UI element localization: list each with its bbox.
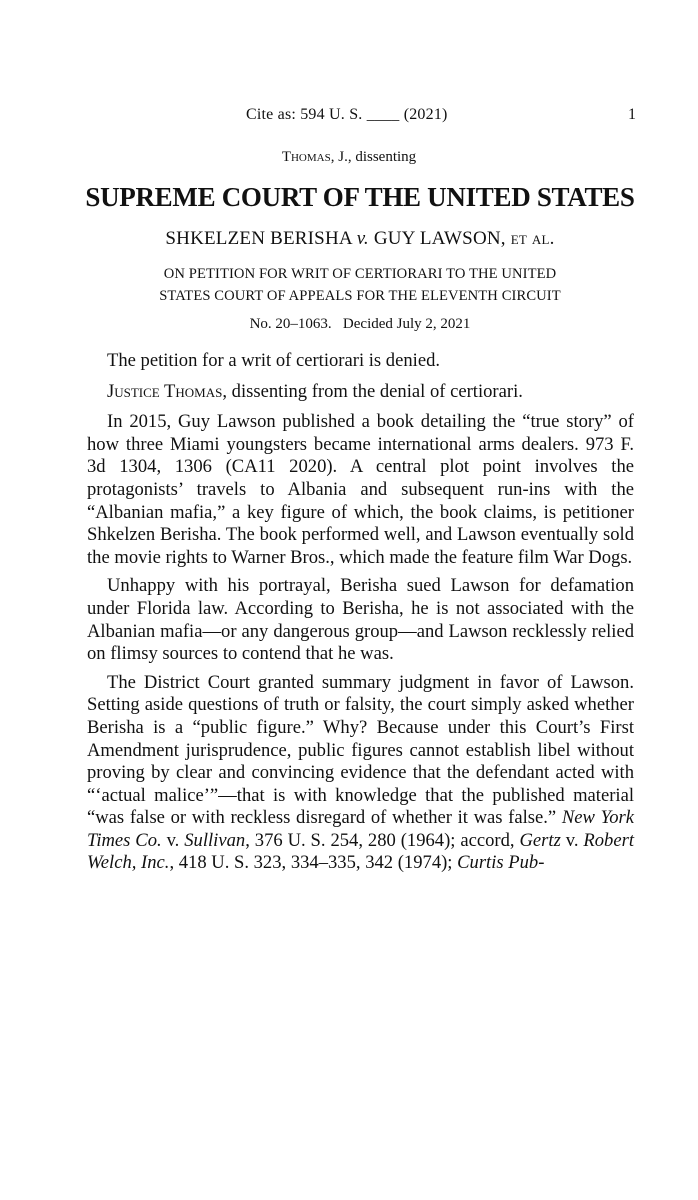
dissent-justice-name: Justice Thomas	[107, 380, 223, 402]
petition-line-1: ON PETITION FOR WRIT OF CERTIORARI TO THE UNITED	[163, 266, 557, 282]
petition-line-2: STATES COURT OF APPEALS FOR THE ELEVENTH CIRCUIT	[159, 288, 561, 304]
caption-versus: v.	[356, 228, 369, 249]
citation-header: Cite as: 594 U. S. ____ (2021)	[246, 106, 448, 123]
dissent-intro-text: , dissenting from the denial of certiorari.	[222, 380, 523, 402]
running-head	[0, 106, 698, 130]
docket-line: No. 20–1063. Decided July 2, 2021	[249, 316, 471, 332]
citation-case-name: New York Times Co.	[87, 807, 635, 851]
citation-party-name: Robert Welch, Inc.	[87, 829, 634, 874]
paragraph-district-court	[87, 672, 634, 875]
case-caption	[0, 228, 698, 250]
citation-reporter: , 376 U. S. 254, 280 (1964); accord,	[245, 829, 520, 851]
district-court-text: The District Court granted summary judgment in favor of Lawson. Setting aside questions of truth or falsity, the court simply asked whether Berisha is a “public figure.” Why? Because under this Court’s First Amendment jurisprudence, public figures cannot establish libel without proving by clear and convincing evidence that the defendant acted with “‘actual malice’”—that is with knowledge that the published material “was false or with reckless disregard of whether it was false.”	[87, 671, 634, 829]
paragraph-denial: The petition for a writ of certiorari is denied.	[107, 350, 441, 371]
court-title: SUPREME COURT OF THE UNITED STATES	[85, 182, 635, 212]
citation-reporter: , 418 U. S. 323, 334–335, 342 (1974);	[169, 852, 458, 874]
caption-petitioner: SHKELZEN BERISHA	[165, 228, 357, 249]
page-number: 1	[628, 106, 636, 123]
paragraph-dissent-intro	[87, 381, 634, 404]
petition-description	[0, 263, 698, 307]
author-line	[0, 149, 698, 166]
paragraph-background: In 2015, Guy Lawson published a book detailing the “true story” of how three Miami youngsters became international arms dealers. 973 F. 3d 1304, 1306 (CA11 2020). A central plot point involves the protagonists’ travels to Albania and subsequent run-ins with the “Albanian mafia,” a key figure of which, the book claims, is petitioner Shkelzen Berisha. The book performed well, and Lawson eventually sold the movie rights to Warner Bros., which made the feature film War Dogs.	[87, 411, 634, 568]
caption-et-al: et al.	[510, 228, 555, 249]
citation-case-name: Curtis Pub-	[457, 852, 545, 874]
citation-versus: v.	[560, 829, 584, 851]
citation-case-name: Gertz	[519, 829, 561, 851]
citation-party-name: Sullivan	[184, 829, 246, 851]
citation-versus: v.	[161, 829, 185, 851]
caption-respondent: GUY LAWSON,	[368, 228, 511, 249]
author-line-suffix: , J., dissenting	[330, 149, 417, 165]
opinion-body	[87, 350, 634, 881]
author-justice-name: Thomas	[281, 149, 331, 165]
paragraph-lawsuit: Unhappy with his portrayal, Berisha sued Lawson for defamation under Florida law. According to Berisha, he is not associated with the Albanian mafia—or any dangerous group—and Lawson recklessly relied on flimsy sources to contend that he was.	[87, 575, 634, 665]
